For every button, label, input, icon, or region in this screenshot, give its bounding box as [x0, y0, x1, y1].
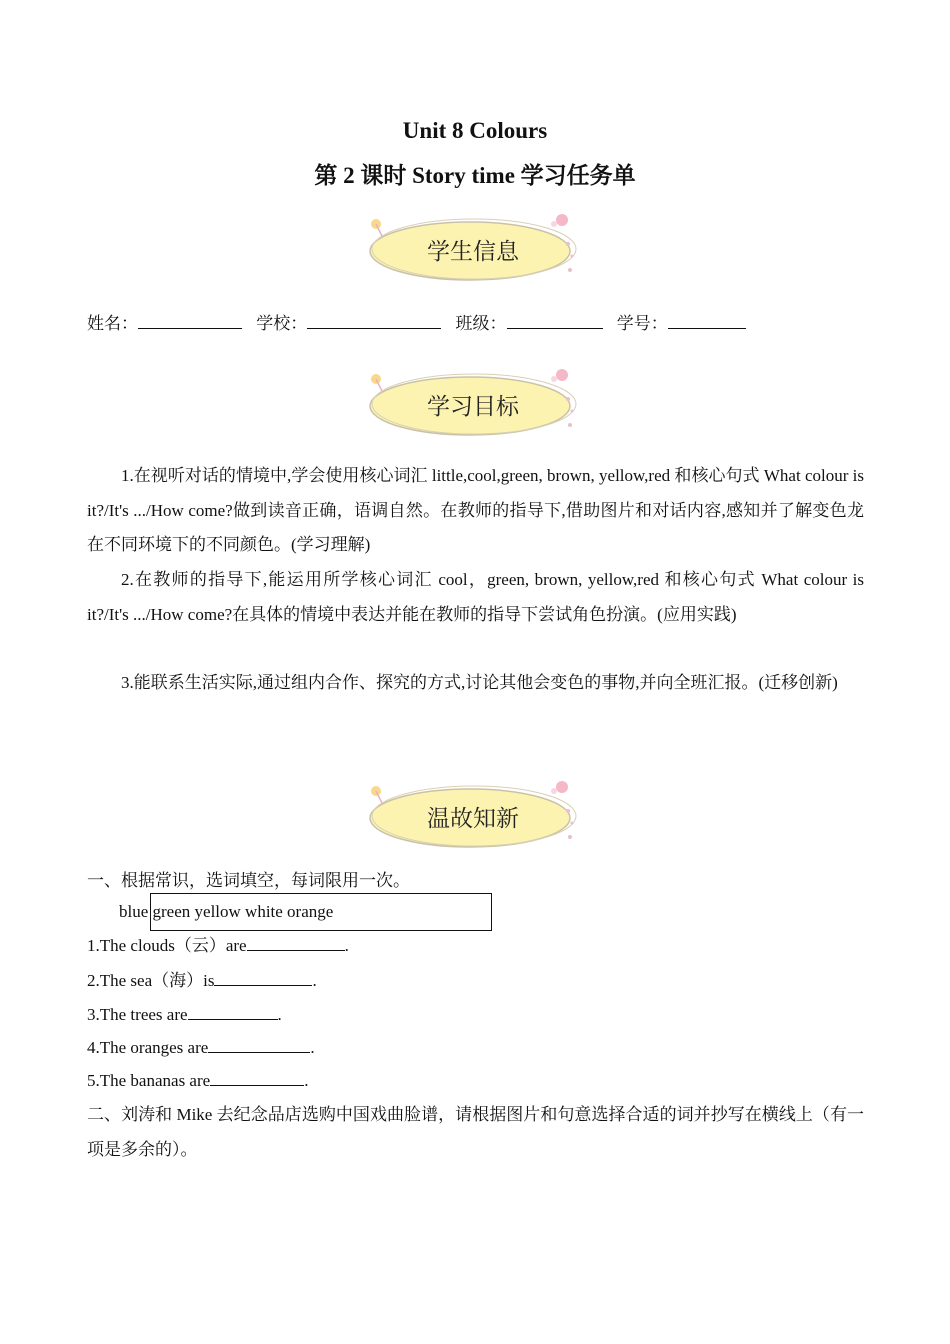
fill-item [87, 1067, 308, 1095]
school-blank[interactable] [307, 310, 441, 329]
exercise1-instruction: 一、根据常识，选词填空，每词限用一次。 [87, 871, 410, 890]
page-subtitle: 第 2 课时 Story time 学习任务单 [314, 163, 636, 188]
student-info-row [87, 310, 756, 338]
section-badge-goals [362, 367, 578, 441]
word-bank: blue green yellow white orange [119, 902, 334, 921]
class-blank[interactable] [507, 310, 603, 329]
exercise2-instruction: 二、刘涛和 Mike 去纪念品店选购中国戏曲脸谱，请根据图片和句意选择合适的词并抄写在横线上（有一项是多余的）。 [87, 1105, 864, 1159]
number-blank[interactable] [668, 310, 746, 329]
goal-item: 1.在视听对话的情境中,学会使用核心词汇 little,cool,green, brown, yellow,red 和核心句式 What colour is it?/It's .../How come?做到读音正确，语调自然。在教师的指导下,借助图片和对话内容,感知并了解变色龙在不同环境下的不同颜色。(学习理解) [87, 466, 864, 554]
fill-item [87, 967, 317, 995]
fill-item-text: 2.The sea（海）is [87, 971, 215, 990]
school-label: 学校： [256, 314, 308, 333]
fill-item-end: . [312, 971, 317, 990]
badge-label: 学生信息 [427, 238, 519, 265]
badge-label: 学习目标 [427, 393, 519, 420]
name-label: 姓名： [87, 314, 138, 333]
fill-item-text: 4.The oranges are [87, 1038, 209, 1057]
goal-item: 2.在教师的指导下,能运用所学核心词汇 cool，green, brown, yellow,red 和核心句式 What colour is it?/It's .../How come?在具体的情境中表达并能在教师的指导下尝试角色扮演。(应用实践) [87, 570, 864, 624]
fill-item [87, 1001, 282, 1029]
answer-blank[interactable] [188, 1001, 278, 1020]
fill-item-text: 5.The bananas are [87, 1071, 211, 1090]
section-badge-student-info [362, 212, 578, 286]
fill-item-end: . [277, 1005, 282, 1024]
answer-blank[interactable] [208, 1034, 310, 1053]
class-label: 班级： [455, 314, 507, 333]
fill-item-end: . [304, 1071, 309, 1090]
page-title: Unit 8 Colours [402, 118, 548, 143]
fill-item-text: 3.The trees are [87, 1005, 188, 1024]
badge-label: 温故知新 [427, 805, 519, 832]
fill-item-text: 1.The clouds（云）are [87, 936, 247, 955]
section-badge-review [362, 779, 578, 853]
name-blank[interactable] [138, 310, 242, 329]
goal-item: 3.能联系生活实际,通过组内合作、探究的方式,讨论其他会变色的事物,并向全班汇报。(迁移创新) [121, 673, 838, 692]
number-label: 学号： [616, 314, 668, 333]
fill-item-end: . [310, 1038, 315, 1057]
fill-item [87, 932, 349, 960]
fill-item-end: . [344, 936, 349, 955]
answer-blank[interactable] [247, 932, 345, 951]
answer-blank[interactable] [210, 1067, 304, 1086]
answer-blank[interactable] [214, 967, 312, 986]
fill-item [87, 1034, 315, 1062]
